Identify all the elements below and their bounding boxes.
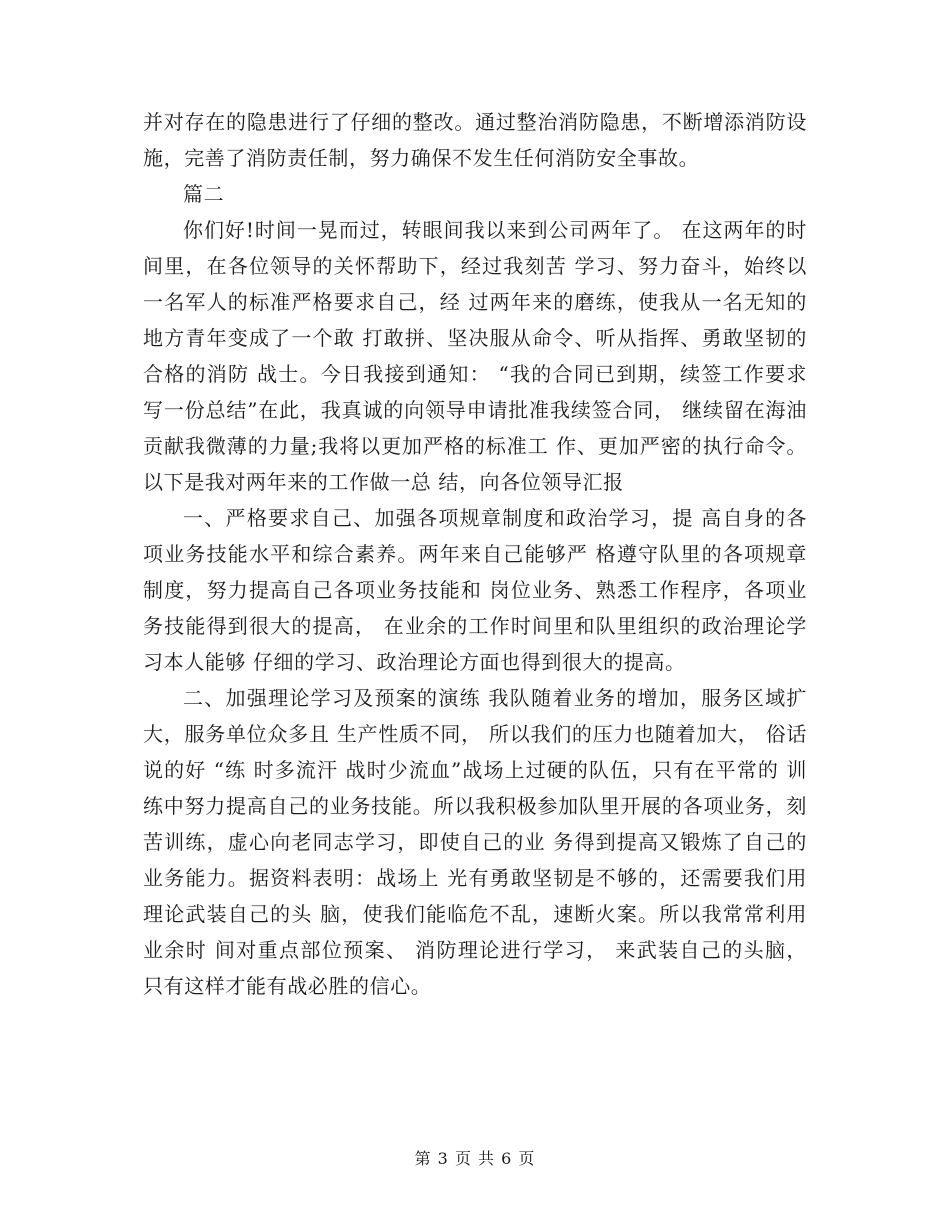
paragraph-point-one: 一、严格要求自己、加强各项规章制度和政治学习，提 高自身的各项业务技能水平和综合素养。两年来自己能够严 格遵守队里的各项规章制度，努力提高自己各项业务技能和 岗位业务、熟悉工作程序，各项业务技能得到很大的提高， 在业余的工作时间里和队里组织的政治理论学习本人能够 仔细的学习、政治理论方面也得到很大的提高。 [143,506,807,674]
section-heading: 篇二 [183,182,225,206]
paragraph-continuation: 并对存在的隐患进行了仔细的整改。通过整治消防隐患，不断增添消防设施，完善了消防责任制，努力确保不发生任何消防安全事故。 [143,110,807,170]
paragraph-point-two: 二、加强理论学习及预案的演练 我队随着业务的增加，服务区域扩大，服务单位众多且 生产性质不同， 所以我们的压力也随着加大， 俗话说的好 “练 时多流汗 战时少流血”战场上过硬的队伍，只有在平常的 训练中努力提高自己的业务技能。所以我积极参加队里开展的各项业务，刻苦训练，虚心向老同志学习，即使自己的业 务得到提高又锻炼了自己的业务能力。据资料表明：战场上 光有勇敢坚韧是不够的，还需要我们用理论武装自己的头 脑，使我们能临危不乱，速断火案。所以我常常利用业余时 间对重点部位预案、 消防理论进行学习， 来武装自己的头脑， 只有这样才能有战必胜的信心。 [143,686,807,998]
document-body [143,104,807,1004]
page-number-footer: 第 3 页 共 6 页 [414,1149,536,1168]
paragraph-greeting: 你们好!时间一晃而过，转眼间我以来到公司两年了。 在这两年的时间里，在各位领导的关怀帮助下，经过我刻苦 学习、努力奋斗，始终以一名军人的标准严格要求自己，经 过两年来的磨练，使我从一名无知的地方青年变成了一个敢 打敢拼、坚决服从命令、听从指挥、勇敢坚韧的合格的消防 战士。今日我接到通知： “我的合同已到期，续签工作要求 写一份总结”在此，我真诚的向领导申请批准我续签合同， 继续留在海油贡献我微薄的力量;我将以更加严格的标准工 作、更加严密的执行命令。以下是我对两年来的工作做一总 结，向各位领导汇报 [143,218,807,494]
